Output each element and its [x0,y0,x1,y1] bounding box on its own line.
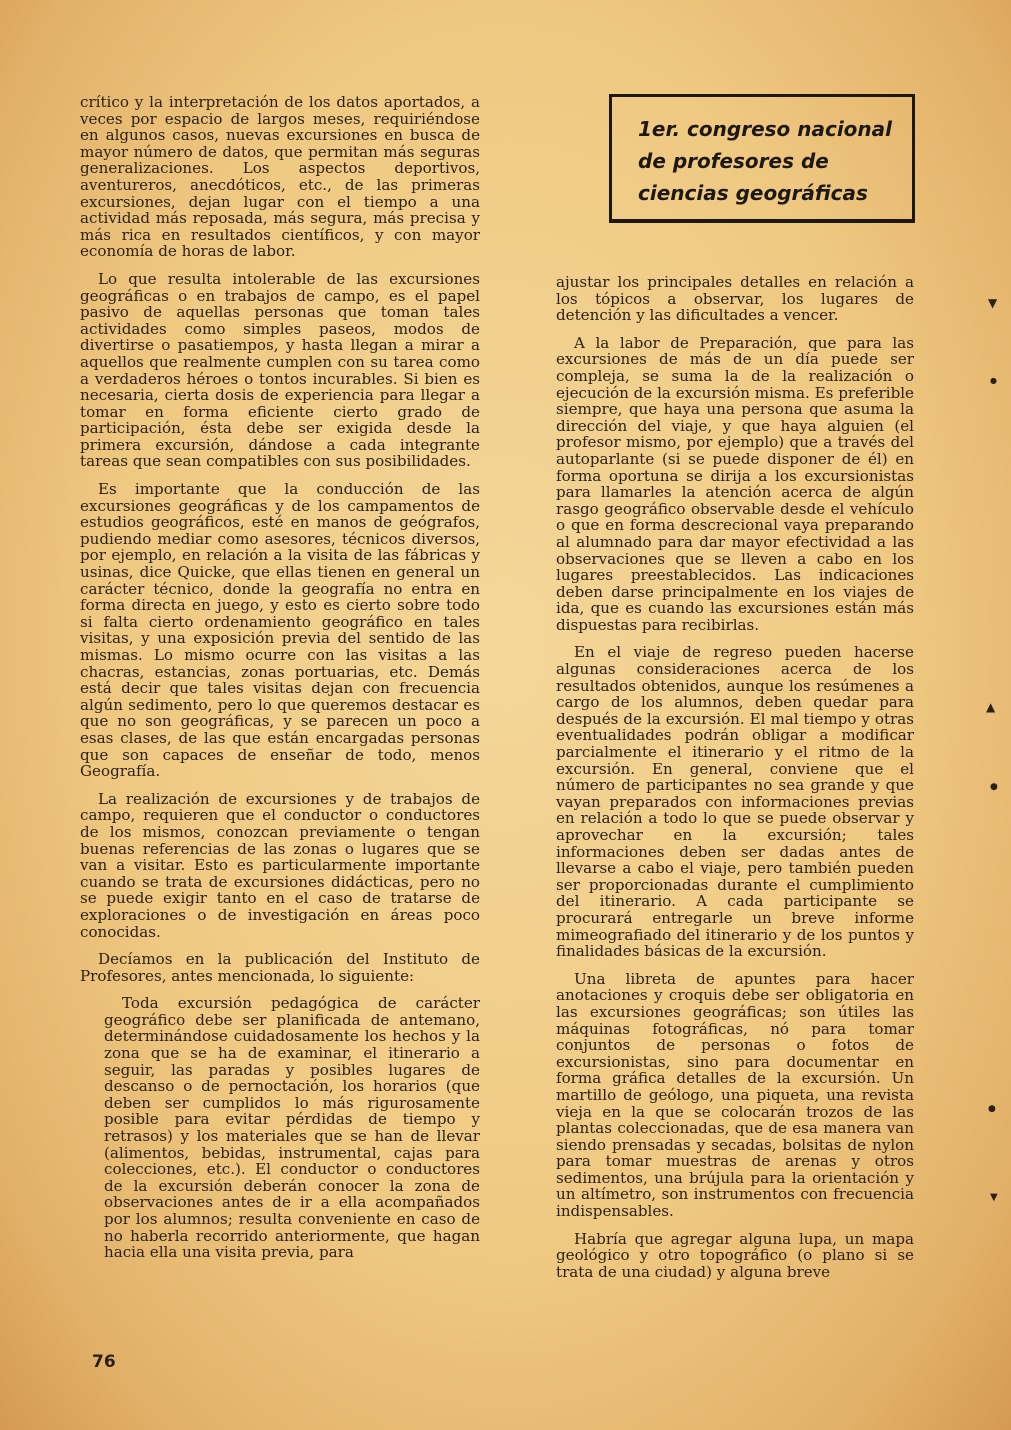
title-line: 1er. congreso nacional [638,117,893,141]
ink-speck: ● [990,376,997,385]
paragraph: crítico y la interpretación de los datos aportados, a veces por espacio de largos meses, requiriéndose en algunos casos, nuevas excursiones en busca de mayor número de datos, que permitan más seguras generalizaciones. Los aspectos deportivos, aventureros, anecdóticos, etc., de las primeras excursiones, dejan lugar con el tiempo a una actividad más reposada, más segura, más precisa y más rica en resultados científicos, y con mayor economía de horas de labor. [80,93,480,261]
block-quote: Toda excursión pedagógica de carácter geográfico debe ser planificada de antemano, determinándose cuidadosamente los hechos y la zona que se ha de examinar, el itinerario a seguir, las paradas y posibles lugares de descanso o de pernoctación, los horarios (que deben ser cumplidos lo más rigurosamente posible para evitar pérdidas de tiempo y retrasos) y los materiales que se han de llevar (alimentos, bebidas, instrumental, cajas para colecciones, etc.). El conductor o conductores de la excursión deberán conocer la zona de observaciones antes de ir a ella acompañados por los alumnos; resulta conveniente en caso de no haberla recorrido anteriormente, que hagan hacia ella una visita previa, para [104,994,480,1262]
page-number: 76 [92,1352,116,1372]
left-column [80,94,480,1261]
title-line: ciencias geográficas [638,181,868,205]
ink-speck: ▲ [986,700,996,714]
paragraph: Decíamos en la publicación del Instituto de Profesores, antes mencionada, lo siguiente: [80,950,480,985]
ink-speck: ● [988,1104,996,1114]
ink-speck: ▼ [990,1192,998,1203]
article-title-box [609,94,915,223]
title-line: de profesores de [638,149,829,173]
paragraph: La realización de excursiones y de trabajos de campo, requieren que el conductor o conductores de los mismos, conozcan previamente o tengan buenas referencias de las zonas o lugares que se van a visitar. Esto es particularmente importante cuando se trata de excursiones didácticas, pero no se puede exigir tanto en el caso de tratarse de exploraciones o de investigación en áreas poco conocidas. [80,789,480,941]
right-column [556,274,914,1291]
paragraph: A la labor de Preparación, que para las excursiones de más de un día puede ser compleja, se suma la de la realización o ejecución de la excursión misma. Es preferible siempre, que haya una persona que asuma la dirección del viaje, y que haya alguien (el profesor mismo, por ejemplo) que a través del autoparlante (si se puede disponer de él) en forma oportuna se dirija a los excursionistas para llamarles la atención acerca de algún rasgo geográfico observable desde el vehículo o que en forma descrecional vaya preparando al alumnado para dar mayor efectividad a las observaciones que se lleven a cabo en los lugares preestablecidos. Las indicaciones deben darse principalmente en los viajes de ida, que es cuando las excursiones están más dispuestas para recibirlas. [556,333,914,634]
paragraph: En el viaje de regreso pueden hacerse algunas consideraciones acerca de los resultados obtenidos, aunque los resúmenes a cargo de los alumnos, deben quedar para después de la excursión. El mal tiempo y otras eventualidades podrán obligar a modificar parcialmente el itinerario y el ritmo de la excursión. En general, conviene que el número de participantes no sea grande y que vayan preparados con informaciones previas en relación a todo lo que se puede observar y aprovechar en la excursión; tales informaciones deben ser dadas antes de llevarse a cabo el viaje, pero también pueden ser proporcionadas durante el cumplimiento del itinerario. A cada participante se procurará entregarle un breve informe mimeografiado del itinerario y de los puntos y finalidades básicas de la excursión. [556,643,914,961]
article-title [638,113,902,209]
paragraph: Habría que agregar alguna lupa, un mapa geológico y otro topográfico (o plano si se trata de una ciudad) y alguna breve [556,1229,914,1281]
paragraph: Lo que resulta intolerable de las excursiones geográficas o en trabajos de campo, es el papel pasivo de aquellas personas que toman tales actividades como simples paseos, modos de divertirse o pasatiempos, y hasta llegan a mirar a aquellos que realmente cumplen con su tarea como a verdaderos héroes o tontos incurables. Si bien es necesaria, cierta dosis de experiencia para llegar a tomar en forma eficiente cierto grado de participación, ésta debe ser exigida desde la primera excursión, dándose a cada integrante tareas que sean compatibles con sus posibilidades. [80,269,480,471]
paragraph: ajustar los principales detalles en relación a los tópicos a observar, los lugares de detención y las dificultades a vencer. [556,273,914,325]
ink-speck: ▼ [988,296,998,310]
paragraph: Una libreta de apuntes para hacer anotaciones y croquis debe ser obligatoria en las excursiones geográficas; son útiles las máquinas fotográficas, nó para tomar conjuntos de personas o fotos de excursionistas, sino para documentar en forma gráfica detalles de la excursión. Un martillo de geólogo, una piqueta, una revista vieja en la que se colocarán trozos de las plantas coleccionadas, que de esa manera van siendo prensadas y secadas, bolsitas de nylon para tomar muestras de arenas y otros sedimentos, una brújula para la orientación y un altímetro, son instrumentos con frecuencia indispensables. [556,969,914,1221]
ink-speck: ● [990,782,998,792]
paragraph: Es importante que la conducción de las excursiones geográficas y de los campamentos de estudios geográficos, esté en manos de geógrafos, pudiendo mediar como asesores, técnicos diversos, por ejemplo, en relación a la visita de las fábricas y usinas, dice Quicke, que ellas tienen en general un carácter técnico, donde la geografía no entra en forma directa en juego, y esto es cierto sobre todo si falta cierto ordenamiento geográfico en tales visitas, y una exposición previa del sentido de las mismas. Lo mismo ocurre con las visitas a las chacras, estancias, zonas portuarias, etc. Demás está decir que tales visitas dejan con frecuencia algún sedimento, pero lo que queremos destacar es que no son geográficas, y se parecen un poco a esas clases, de las que están encargadas personas que son capaces de enseñar de todo, menos Geografía. [80,480,480,781]
